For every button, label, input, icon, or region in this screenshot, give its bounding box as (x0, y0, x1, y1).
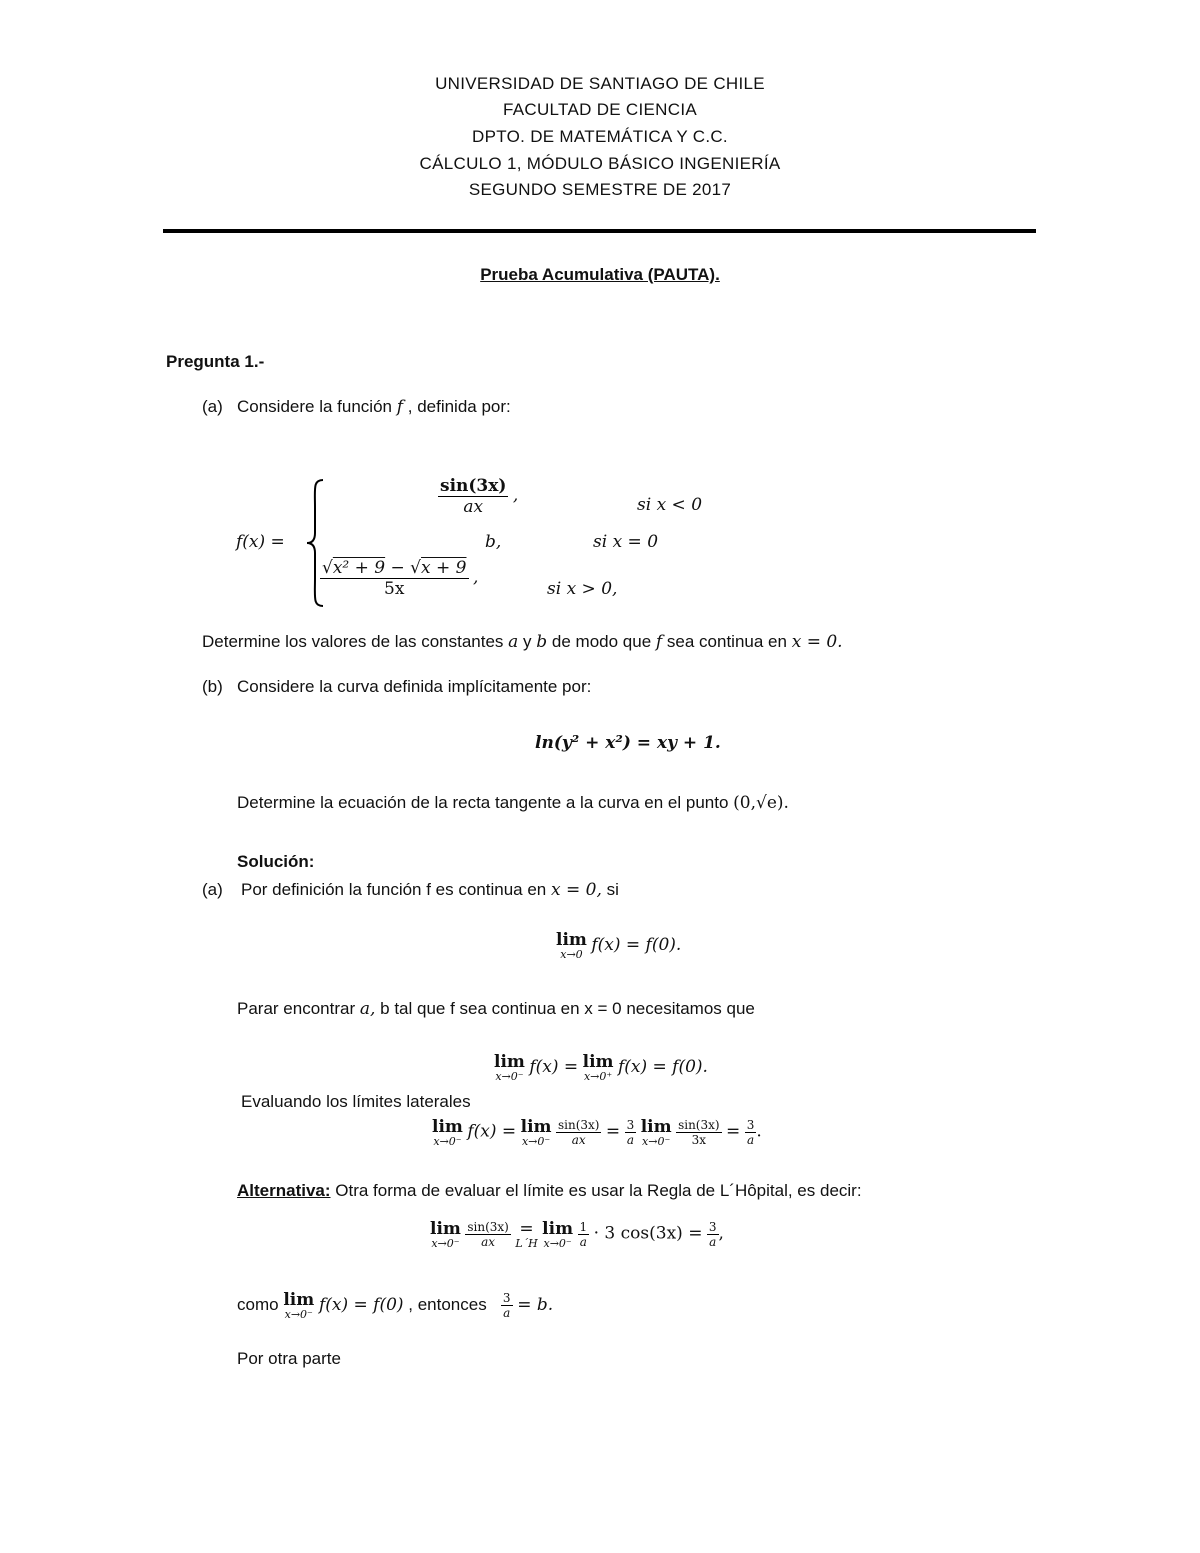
header-faculty: FACULTAD DE CIENCIA (503, 100, 697, 119)
ask-text-2: de modo que (551, 632, 652, 651)
equation-lhopital (430, 1220, 724, 1249)
ask-a: a (508, 632, 519, 652)
part-a-text2: , definida por: (407, 397, 511, 416)
eq3-sub2: x→0⁻ (521, 1134, 551, 1148)
part-a-text: Considere la función (237, 397, 392, 416)
part-b-ask: Determine la ecuación de la recta tangente a la curva en el punto (237, 793, 729, 812)
eq4-three: 3 (708, 1220, 717, 1234)
eq3-den2: 3x (691, 1133, 707, 1147)
part-b-equation: ln(y² + x²) = xy + 1. (535, 733, 721, 753)
equation-lateral-limits (494, 1054, 708, 1082)
part-a-marker: (a) (202, 397, 223, 416)
header-semester: SEGUNDO SEMESTRE DE 2017 (468, 180, 732, 199)
ask-text-3: sea continua en (666, 632, 787, 651)
sol-line1-math: x = 0, (551, 880, 602, 900)
como-entonces: , entonces (408, 1294, 487, 1314)
eq4-eq-lh: = (519, 1218, 534, 1239)
eq3-end: . (756, 1121, 762, 1142)
case3-denominator: 5x (384, 579, 405, 599)
eq3-a2: a (746, 1133, 755, 1147)
eq4-one: 1 (579, 1220, 588, 1234)
eq4-a2: a (709, 1235, 717, 1249)
eq3-three: 3 (626, 1118, 635, 1132)
case3-comma: , (472, 567, 479, 588)
ask-y: y (523, 632, 532, 651)
case3-minus: − (390, 558, 405, 578)
eq3-a: a (626, 1133, 635, 1147)
otra-parte: Por otra parte (237, 1349, 341, 1368)
ask-x0: x = 0. (791, 632, 843, 652)
eq4-lim2: lim (542, 1218, 574, 1239)
como-sub: x→0⁻ (284, 1307, 313, 1321)
alternative-text: Otra forma de evaluar el límite es usar la Regla de L´Hôpital, es decir: (335, 1181, 862, 1200)
eq3-fx: f(x) = (467, 1121, 517, 1142)
eq2-mid: f(x) = (529, 1057, 579, 1078)
para-text: Parar encontrar (237, 999, 356, 1018)
part-a-statement (237, 397, 511, 417)
equation-left-limit (432, 1118, 762, 1147)
alternative-line (237, 1181, 862, 1201)
eq2-sub1: x→0⁻ (495, 1070, 524, 1083)
part-a-question (202, 632, 843, 652)
eq2-lim2: lim (582, 1052, 614, 1072)
question-label: Pregunta 1.- (166, 352, 265, 371)
part-b-marker: (b) (202, 677, 223, 696)
para-rest: b tal que f sea continua en x = 0 necesitamos que (380, 999, 755, 1018)
como-text: como (237, 1294, 279, 1314)
como-a: a (503, 1306, 511, 1320)
eq3-lim2: lim (520, 1116, 552, 1137)
como-lim: lim (283, 1289, 315, 1310)
document-title: Prueba Acumulativa (PAUTA). (480, 265, 720, 284)
eq4-den: ax (481, 1235, 496, 1249)
case1 (438, 476, 518, 517)
sol-line1-text: Por definición la función f es continua en (241, 880, 547, 899)
eq3-eq2: = (726, 1121, 741, 1142)
eq2-lim1: lim (494, 1052, 525, 1072)
case1-condition: si x < 0 (637, 495, 703, 515)
eq4-end: , (718, 1223, 724, 1244)
part-b-question (237, 793, 789, 813)
case3 (320, 558, 478, 599)
eq3-three2: 3 (746, 1118, 755, 1132)
como-rest: f(x) = f(0) (318, 1294, 404, 1315)
eq3-lim1: lim (432, 1116, 463, 1137)
eq1-sub: x→0 (560, 948, 583, 961)
ask-text-1: Determine los valores de las constantes (202, 632, 504, 651)
ask-f: f (655, 632, 663, 652)
part-b-point: (0,√e). (733, 793, 789, 813)
solution-eval: Evaluando los límites laterales (241, 1092, 471, 1111)
case3-radicand-b: x + 9 (421, 558, 467, 578)
eq3-num2: sin(3x) (678, 1118, 720, 1132)
header-department: DPTO. DE MATEMÁTICA Y C.C. (472, 127, 728, 146)
case1-numerator: sin(3x) (440, 476, 507, 496)
eq2-end: f(x) = f(0). (617, 1057, 708, 1078)
eq4-sub2: x→0⁻ (543, 1236, 572, 1250)
case1-denominator: ax (463, 497, 484, 517)
solution-a-marker: (a) (202, 880, 223, 899)
solution-a-line1 (241, 880, 619, 900)
case3-radicand-a: x² + 9 (332, 558, 386, 578)
para-a: a, (359, 999, 376, 1019)
part-a-f: f (396, 397, 404, 417)
header-university: UNIVERSIDAD DE SANTIAGO DE CHILE (435, 74, 765, 93)
como-line (237, 1291, 553, 1320)
case2-value: b, (485, 532, 502, 552)
solution-para (237, 999, 755, 1019)
eq4-lh: L´H (515, 1236, 538, 1250)
eq4-a: a (579, 1235, 587, 1249)
piecewise-lhs: f(x) = (236, 532, 285, 552)
equation-limit-continuity (556, 932, 681, 960)
header-divider (163, 229, 1036, 233)
eq3-den: ax (571, 1133, 586, 1147)
solution-label: Solución: (237, 852, 315, 871)
eq4-num: sin(3x) (467, 1220, 509, 1234)
eq3-sub3: x→0⁻ (642, 1134, 671, 1148)
ask-b: b (536, 632, 548, 652)
eq1-rest: f(x) = f(0). (591, 935, 682, 956)
header-course: CÁLCULO 1, MÓDULO BÁSICO INGENIERÍA (419, 154, 781, 173)
eq1-lim: lim (556, 930, 587, 950)
eq4-rest: · 3 cos(3x) = (593, 1223, 703, 1244)
como-end: = b. (517, 1294, 554, 1315)
eq3-num: sin(3x) (557, 1118, 600, 1132)
case2-condition: si x = 0 (593, 532, 659, 552)
case3-condition: si x > 0, (547, 579, 618, 599)
case3-numerator: √x² + 9 − √x + 9 (322, 558, 467, 578)
alternative-label: Alternativa: (237, 1181, 331, 1200)
eq3-lim3: lim (640, 1116, 672, 1137)
eq4-lim1: lim (430, 1218, 461, 1239)
eq2-sub2: x→0⁺ (583, 1070, 613, 1083)
como-three: 3 (502, 1291, 511, 1305)
eq3-sub1: x→0⁻ (433, 1134, 462, 1148)
part-b-text: Considere la curva definida implícitamente por: (237, 677, 592, 696)
sol-line1-end: si (606, 880, 619, 899)
eq3-eq1: = (605, 1121, 621, 1142)
case1-comma: , (512, 485, 519, 506)
eq4-sub1: x→0⁻ (431, 1236, 460, 1250)
